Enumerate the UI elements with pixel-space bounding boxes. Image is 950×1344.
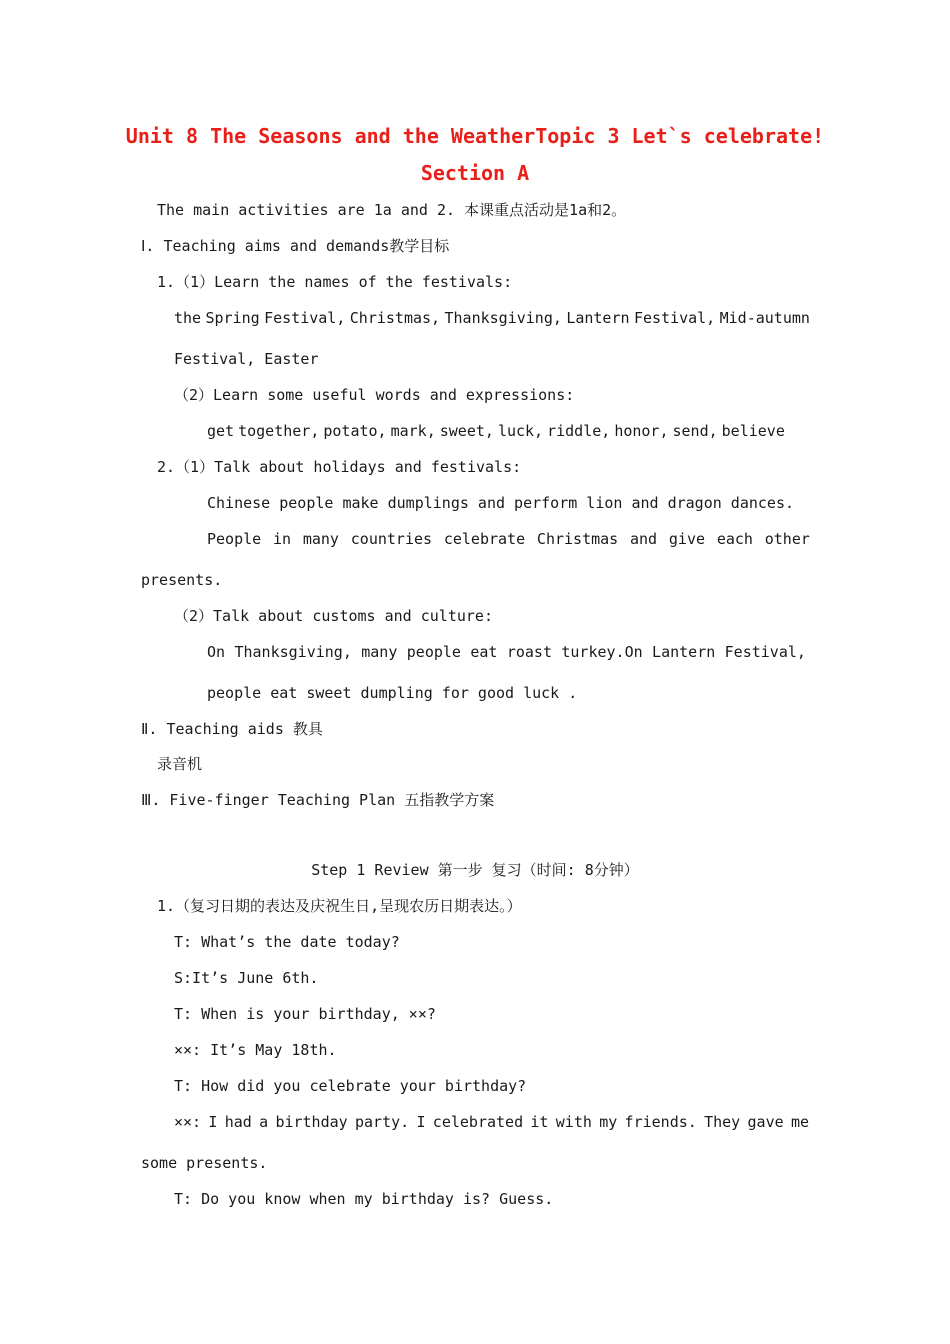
example-sentence-1: Chinese people make dumplings and perform lion and dragon dances. bbox=[207, 494, 794, 512]
sentence-word: On bbox=[207, 643, 226, 661]
document-title: Unit 8 The Seasons and the WeatherTopic 3 Let`s celebrate! bbox=[125, 124, 825, 148]
sentence-word: give bbox=[668, 530, 706, 548]
festival-word: Festival, bbox=[633, 309, 716, 327]
festival-word: Thanksgiving, bbox=[444, 309, 562, 327]
vocab-word: send, bbox=[672, 422, 718, 440]
teaching-aids-content: 录音机 bbox=[157, 755, 203, 773]
sentence-word: celebrate bbox=[443, 530, 526, 548]
dialogue-word: me bbox=[790, 1113, 809, 1131]
festival-word: Lantern bbox=[566, 309, 630, 327]
dialogue-line: S:It’s June 6th. bbox=[174, 969, 319, 987]
sentence-word: Christmas bbox=[536, 530, 619, 548]
sentence-word: each bbox=[716, 530, 753, 548]
document-subtitle: Section A bbox=[420, 161, 530, 185]
section-2-heading: Ⅱ. Teaching aids 教具 bbox=[141, 720, 323, 738]
vocab-word: luck, bbox=[497, 422, 544, 440]
dialogue-word: it bbox=[530, 1113, 549, 1131]
sentence-word: and bbox=[630, 530, 658, 548]
sentence-word: in bbox=[272, 530, 292, 548]
sentence-word: People bbox=[207, 530, 262, 548]
sentence-word: turkey.On bbox=[561, 643, 643, 661]
section-1-heading: Ⅰ. Teaching aims and demands教学目标 bbox=[141, 237, 450, 255]
example-sentence-3-cont: people eat sweet dumpling for good luck . bbox=[207, 684, 578, 702]
festival-word: Mid-autumn bbox=[719, 309, 810, 327]
festivals-cont: Festival, Easter bbox=[174, 350, 319, 368]
vocab-word: get bbox=[207, 422, 235, 440]
dialogue-line: ××: It’s May 18th. bbox=[174, 1041, 337, 1059]
step-1-heading: Step 1 Review 第一步 复习（时间: 8分钟） bbox=[311, 861, 639, 879]
example-sentence-2-cont: presents. bbox=[141, 571, 223, 589]
dialogue-long-cont: some presents. bbox=[141, 1154, 268, 1172]
sentence-word: Lantern bbox=[652, 643, 716, 661]
dialogue-word: my bbox=[599, 1113, 618, 1131]
sentence-word: Thanksgiving, bbox=[234, 643, 352, 661]
dialogue-word: birthday bbox=[275, 1113, 348, 1131]
aim-1-2: （2）Learn some useful words and expressions: bbox=[174, 386, 575, 404]
dialogue-word: with bbox=[555, 1113, 592, 1131]
example-sentence-2 bbox=[207, 529, 810, 549]
festival-word: Spring bbox=[205, 309, 260, 327]
intro-text: The main activities are 1a and 2. 本课重点活动是1a和2。 bbox=[157, 201, 627, 219]
dialogue-word: party. bbox=[354, 1113, 410, 1131]
dialogue-word: I bbox=[416, 1113, 426, 1131]
dialogue-line: T: How did you celebrate your birthday? bbox=[174, 1077, 527, 1095]
festival-word: Festival, bbox=[264, 309, 346, 327]
example-sentence-3 bbox=[207, 642, 806, 662]
dialogue-word: ××: bbox=[174, 1113, 202, 1131]
step-1-item-1: 1.（复习日期的表达及庆祝生日,呈现农历日期表达。） bbox=[157, 897, 522, 915]
festival-word: the bbox=[174, 309, 202, 327]
dialogue-word: gave bbox=[747, 1113, 784, 1131]
dialogue-word: celebrated bbox=[432, 1113, 524, 1131]
vocab-word: believe bbox=[721, 422, 785, 440]
sentence-word: roast bbox=[506, 643, 552, 661]
aim-2-2: （2）Talk about customs and culture: bbox=[174, 607, 493, 625]
sentence-word: many bbox=[361, 643, 398, 661]
sentence-word: many bbox=[302, 530, 339, 548]
dialogue-word: I bbox=[208, 1113, 218, 1131]
sentence-word: Festival, bbox=[724, 643, 806, 661]
dialogue-line: T: What’s the date today? bbox=[174, 933, 400, 951]
dialogue-word: They bbox=[704, 1113, 741, 1131]
vocab-word: mark, bbox=[390, 422, 436, 440]
vocab-word: honor, bbox=[614, 422, 669, 440]
aim-2-1: 2.（1）Talk about holidays and festivals: bbox=[157, 458, 522, 476]
dialogue-line: T: When is your birthday, ××? bbox=[174, 1005, 436, 1023]
dialogue-word: friends. bbox=[624, 1113, 697, 1131]
dialogue-line: T: Do you know when my birthday is? Guess. bbox=[174, 1190, 554, 1208]
sentence-word: other bbox=[764, 530, 810, 548]
vocab-word: sweet, bbox=[439, 422, 494, 440]
vocab-word: riddle, bbox=[547, 422, 611, 440]
dialogue-word: a bbox=[259, 1113, 269, 1131]
sentence-word: people bbox=[406, 643, 461, 661]
sentence-word: eat bbox=[470, 643, 498, 661]
vocab-line bbox=[207, 421, 785, 441]
section-3-heading: Ⅲ. Five-finger Teaching Plan 五指教学方案 bbox=[141, 791, 495, 809]
vocab-word: together, bbox=[238, 422, 320, 440]
dialogue-long-line bbox=[174, 1112, 809, 1132]
aim-1-1: 1.（1）Learn the names of the festivals: bbox=[157, 273, 513, 291]
dialogue-word: had bbox=[224, 1113, 252, 1131]
festivals-line bbox=[174, 308, 810, 328]
festival-word: Christmas, bbox=[349, 309, 441, 327]
vocab-word: potato, bbox=[323, 422, 387, 440]
sentence-word: countries bbox=[350, 530, 433, 548]
